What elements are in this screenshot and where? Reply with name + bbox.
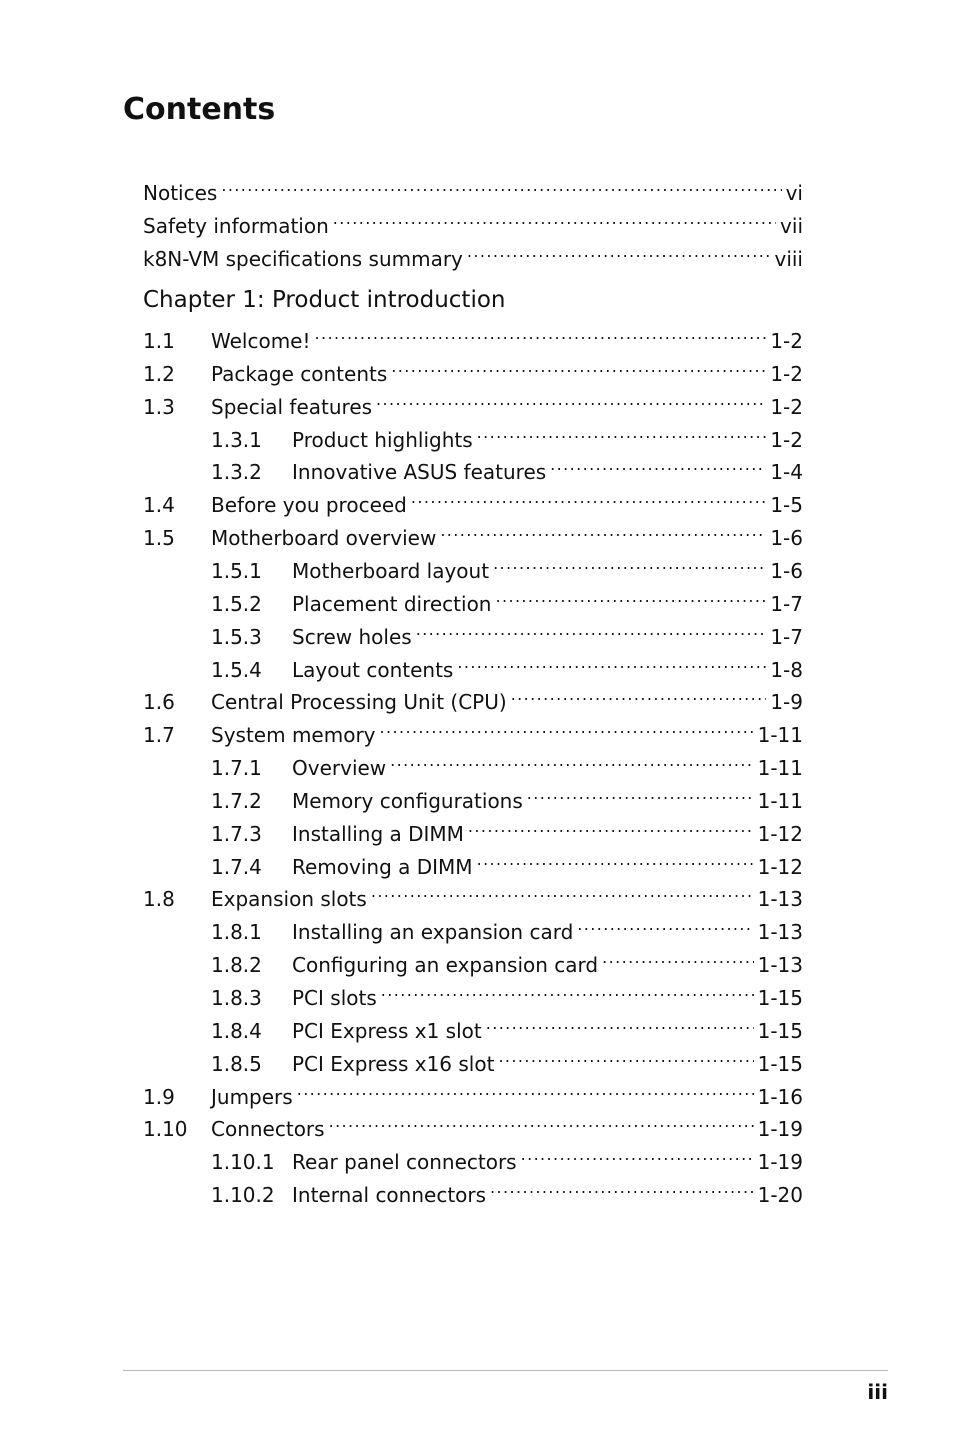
toc-entry-page: 1-2 — [770, 329, 803, 353]
toc-entry-page: 1-7 — [770, 625, 803, 649]
toc-entry-title: PCI Express x16 slot — [292, 1052, 495, 1076]
dot-leader — [498, 1043, 753, 1071]
toc-entry-page: 1-20 — [757, 1183, 803, 1207]
toc-entry-page: 1-5 — [770, 493, 803, 517]
toc-subentry[interactable] — [211, 1010, 803, 1043]
dot-leader — [521, 1141, 754, 1169]
dot-leader — [371, 878, 754, 906]
toc-subentry[interactable] — [211, 1174, 803, 1207]
dot-leader — [577, 911, 753, 939]
toc-entry-page: 1-16 — [757, 1085, 803, 1109]
toc-entry-number: 1.10 — [143, 1117, 188, 1141]
dot-leader — [486, 1010, 754, 1038]
toc-subentry[interactable] — [211, 747, 803, 780]
toc-subentry[interactable] — [211, 419, 803, 452]
toc-entry-title: Motherboard layout — [292, 559, 490, 583]
toc-entry-number: 1.7.1 — [211, 756, 262, 780]
toc-subentry[interactable] — [211, 451, 803, 484]
toc-subentry[interactable] — [211, 550, 803, 583]
toc-entry-title: Overview — [292, 756, 387, 780]
toc-entry-page: 1-12 — [757, 855, 803, 879]
toc-entry-page: 1-8 — [770, 658, 803, 682]
toc-entry-page: 1-2 — [770, 362, 803, 386]
dot-leader — [376, 386, 766, 414]
page-number: iii — [867, 1380, 888, 1404]
toc-entry-page: vi — [785, 181, 803, 205]
toc-entry[interactable] — [143, 517, 803, 550]
dot-leader — [477, 846, 754, 874]
chapter-heading: Chapter 1: Product introduction — [143, 287, 506, 313]
dot-leader — [493, 550, 766, 578]
dot-leader — [467, 238, 771, 266]
dot-leader — [390, 747, 753, 775]
toc-entry-number: 1.5.2 — [211, 592, 262, 616]
toc-entry-number: 1.5.3 — [211, 625, 262, 649]
toc-entry-page: 1-2 — [770, 428, 803, 452]
dot-leader — [333, 205, 776, 233]
toc-entry-page: 1-13 — [757, 953, 803, 977]
toc-entry-title: Before you proceed — [211, 493, 407, 517]
dot-leader — [411, 484, 766, 512]
dot-leader — [391, 353, 766, 381]
toc-entry-page: 1-11 — [757, 756, 803, 780]
toc-entry-page: 1-15 — [757, 986, 803, 1010]
toc-subentry[interactable] — [211, 1141, 803, 1174]
toc-entry-number: 1.8.1 — [211, 920, 262, 944]
toc-entry-number: 1.8.4 — [211, 1019, 262, 1043]
toc-entry[interactable] — [143, 681, 803, 714]
page-title: Contents — [123, 92, 276, 127]
toc-entry-page: 1-19 — [757, 1117, 803, 1141]
toc-entry-number: 1.2 — [143, 362, 175, 386]
dot-leader — [380, 714, 754, 742]
front-matter-item[interactable] — [143, 205, 803, 238]
toc-entry-number: 1.5 — [143, 526, 175, 550]
toc-entry-title: Special features — [211, 395, 373, 419]
toc-entry-number: 1.9 — [143, 1085, 175, 1109]
toc-entry[interactable] — [143, 1076, 803, 1109]
toc-entry-number: 1.5.1 — [211, 559, 262, 583]
toc-entry-title: Expansion slots — [211, 887, 367, 911]
dot-leader — [468, 813, 754, 841]
toc-entry-page: 1-13 — [757, 920, 803, 944]
toc-entry-title: Product highlights — [292, 428, 473, 452]
dot-leader — [550, 451, 766, 479]
toc-subentry[interactable] — [211, 944, 803, 977]
toc-entry-title: Installing a DIMM — [292, 822, 464, 846]
toc-entry-number: 1.6 — [143, 690, 175, 714]
toc-entry-title: Welcome! — [211, 329, 311, 353]
toc-entry-title: Notices — [143, 181, 218, 205]
toc-entry-title: Placement direction — [292, 592, 492, 616]
toc-entry-number: 1.3 — [143, 395, 175, 419]
toc-entry-page: 1-12 — [757, 822, 803, 846]
dot-leader — [297, 1076, 754, 1104]
toc-entry-page: 1-15 — [757, 1052, 803, 1076]
toc-entry-page: 1-6 — [770, 526, 803, 550]
toc-entry-number: 1.7.3 — [211, 822, 262, 846]
toc-entry-title: PCI Express x1 slot — [292, 1019, 482, 1043]
front-matter-item[interactable] — [143, 238, 803, 271]
dot-leader — [602, 944, 753, 972]
toc-entry-title: PCI slots — [292, 986, 377, 1010]
dot-leader — [477, 419, 767, 447]
toc-entry-page: 1-19 — [757, 1150, 803, 1174]
toc-entry-number: 1.10.1 — [211, 1150, 275, 1174]
toc-entry-page: viii — [774, 247, 803, 271]
toc-entry-page: 1-11 — [757, 723, 803, 747]
toc-entry-title: Installing an expansion card — [292, 920, 574, 944]
toc-subentry[interactable] — [211, 649, 803, 682]
toc-entry-number: 1.1 — [143, 329, 175, 353]
toc-entry[interactable] — [143, 1108, 803, 1141]
toc-subentry[interactable] — [211, 977, 803, 1010]
toc-subentry[interactable] — [211, 616, 803, 649]
front-matter-item[interactable] — [143, 172, 803, 205]
toc-entry-number: 1.3.2 — [211, 460, 262, 484]
toc-entry-title: System memory — [211, 723, 376, 747]
toc-entry-page: 1-7 — [770, 592, 803, 616]
toc-entry-title: Central Processing Unit (CPU) — [211, 690, 507, 714]
toc-entry[interactable] — [143, 353, 803, 386]
toc-subentry[interactable] — [211, 813, 803, 846]
dot-leader — [527, 780, 754, 808]
toc-entry-number: 1.8.3 — [211, 986, 262, 1010]
toc-entry-number: 1.8.2 — [211, 953, 262, 977]
dot-leader — [495, 583, 766, 611]
toc-entry-title: Rear panel connectors — [292, 1150, 517, 1174]
toc-entry-title: Connectors — [211, 1117, 325, 1141]
toc-entry-title: Jumpers — [211, 1085, 293, 1109]
dot-leader — [416, 616, 767, 644]
toc-entry-title: Safety information — [143, 214, 329, 238]
toc-entry-page: vii — [780, 214, 803, 238]
toc-entry-number: 1.8 — [143, 887, 175, 911]
toc-entry-title: Package contents — [211, 362, 388, 386]
toc-entry-title: Removing a DIMM — [292, 855, 473, 879]
toc-subentry[interactable] — [211, 583, 803, 616]
dot-leader — [381, 977, 754, 1005]
toc-entry-number: 1.7.2 — [211, 789, 262, 813]
toc-entry-title: Memory configurations — [292, 789, 523, 813]
toc-entry-page: 1-2 — [770, 395, 803, 419]
toc-entry-number: 1.5.4 — [211, 658, 262, 682]
dot-leader — [329, 1108, 754, 1136]
toc-entry-title: Innovative ASUS features — [292, 460, 547, 484]
toc-entry[interactable] — [143, 484, 803, 517]
toc-entry-title: Internal connectors — [292, 1183, 487, 1207]
toc-entry-page: 1-13 — [757, 887, 803, 911]
dot-leader — [315, 320, 767, 348]
toc-entry-number: 1.7 — [143, 723, 175, 747]
toc-entry-title: Screw holes — [292, 625, 412, 649]
dot-leader — [221, 172, 781, 200]
toc-entry[interactable] — [143, 878, 803, 911]
toc-entry-title: k8N-VM specifications summary — [143, 247, 463, 271]
toc-entry[interactable] — [143, 386, 803, 419]
toc-subentry[interactable] — [211, 1043, 803, 1076]
toc-subentry[interactable] — [211, 846, 803, 879]
toc-entry-title: Layout contents — [292, 658, 454, 682]
toc-entry-page: 1-15 — [757, 1019, 803, 1043]
toc-entry-page: 1-9 — [770, 690, 803, 714]
toc-entry-page: 1-6 — [770, 559, 803, 583]
dot-leader — [440, 517, 766, 545]
toc-entry-number: 1.3.1 — [211, 428, 262, 452]
dot-leader — [511, 681, 767, 709]
toc-entry[interactable] — [143, 320, 803, 353]
toc-entry-title: Configuring an expansion card — [292, 953, 599, 977]
toc-entry-title: Motherboard overview — [211, 526, 437, 550]
toc-entry-number: 1.8.5 — [211, 1052, 262, 1076]
toc-entry-number: 1.10.2 — [211, 1183, 275, 1207]
toc-subentry[interactable] — [211, 911, 803, 944]
toc-entry-page: 1-11 — [757, 789, 803, 813]
toc-entry-number: 1.7.4 — [211, 855, 262, 879]
dot-leader — [490, 1174, 754, 1202]
dot-leader — [457, 649, 766, 677]
toc-subentry[interactable] — [211, 780, 803, 813]
toc-entry-page: 1-4 — [770, 460, 803, 484]
toc-entry[interactable] — [143, 714, 803, 747]
toc-entry-number: 1.4 — [143, 493, 175, 517]
footer-divider — [123, 1370, 888, 1371]
